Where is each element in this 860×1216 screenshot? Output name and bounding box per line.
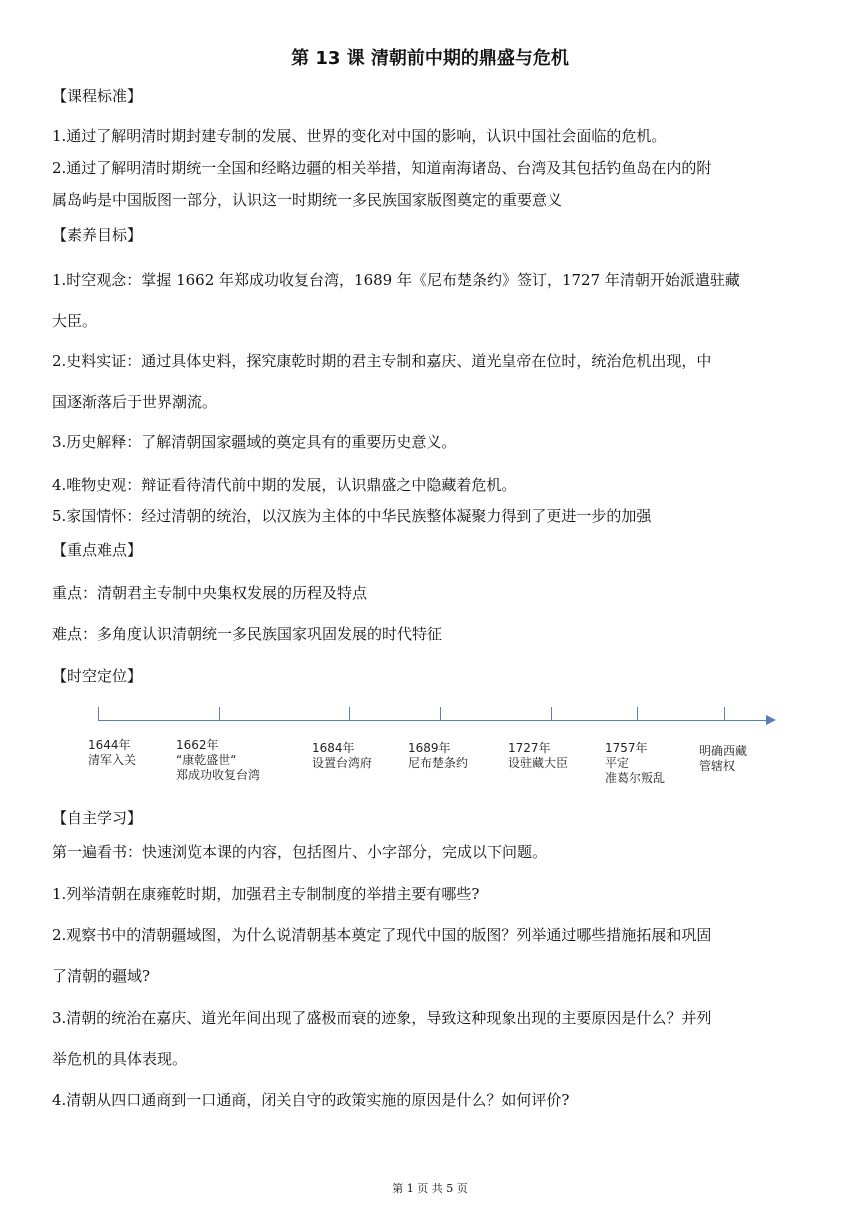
timeline-event: 1689年 尼布楚条约 bbox=[408, 741, 469, 770]
timeline-tick bbox=[349, 707, 350, 721]
section-heading-goals: 【素养目标】 bbox=[52, 226, 143, 244]
question-3-line-1: 3.清朝的统治在嘉庆、道光年间出现了盛极而衰的迹象，导致这种现象出现的主要原因是什么？并列 bbox=[52, 1009, 712, 1027]
timeline-event: 1684年 设置台湾府 bbox=[312, 741, 373, 770]
goals-line-3: 2.史料实证：通过具体史料，探究康乾时期的君主专制和嘉庆、道光皇帝在位时，统治危机出现，中 bbox=[52, 352, 712, 370]
section-heading-key-points: 【重点难点】 bbox=[52, 541, 143, 559]
timeline-tick bbox=[637, 707, 638, 721]
standards-line-3: 属岛屿是中国版图一部分，认识这一时期统一多民族国家版图奠定的重要意义 bbox=[52, 191, 563, 209]
standards-line-1: 1.通过了解明清时期封建专制的发展、世界的变化对中国的影响，认识中国社会面临的危机。 bbox=[52, 127, 667, 145]
question-1: 1.列举清朝在康雍乾时期，加强君主专制制度的举措主要有哪些? bbox=[52, 885, 480, 903]
timeline-event: 1757年 平定 准葛尔叛乱 bbox=[605, 741, 666, 785]
timeline-tick bbox=[724, 707, 725, 721]
section-heading-self-study: 【自主学习】 bbox=[52, 809, 143, 827]
standards-line-2: 2.通过了解明清时期统一全国和经略边疆的相关举措，知道南海诸岛、台湾及其包括钓鱼岛在内的附 bbox=[52, 159, 712, 177]
page-number-footer: 第 1 页 共 5 页 bbox=[392, 1182, 468, 1195]
goals-line-4: 国逐渐落后于世界潮流。 bbox=[52, 393, 218, 411]
timeline-axis bbox=[98, 720, 768, 721]
timeline-event: 1727年 设驻藏大臣 bbox=[508, 741, 569, 770]
question-2-line-2: 了清朝的疆域? bbox=[52, 967, 151, 985]
goals-line-5: 3.历史解释：了解清朝国家疆域的奠定具有的重要历史意义。 bbox=[52, 433, 457, 451]
timeline-tick bbox=[440, 707, 441, 721]
difficulty-line: 难点：多角度认识清朝统一多民族国家巩固发展的时代特征 bbox=[52, 625, 443, 643]
timeline-tick bbox=[551, 707, 552, 721]
timeline-tick bbox=[98, 707, 99, 721]
timeline bbox=[80, 700, 800, 810]
question-3-line-2: 举危机的具体表现。 bbox=[52, 1050, 188, 1068]
section-heading-standards: 【课程标准】 bbox=[52, 87, 143, 105]
goals-line-2: 大臣。 bbox=[52, 312, 98, 330]
timeline-event: 1662年 “康乾盛世“ 郑成功收复台湾 bbox=[176, 738, 261, 782]
question-2-line-1: 2.观察书中的清朝疆域图，为什么说清朝基本奠定了现代中国的版图？列举通过哪些措施拓展和巩固 bbox=[52, 926, 712, 944]
goals-line-6: 4.唯物史观：辩证看待清代前中期的发展，认识鼎盛之中隐藏着危机。 bbox=[52, 476, 517, 494]
timeline-tick bbox=[219, 707, 220, 721]
timeline-event: 明确西藏 管辖权 bbox=[699, 744, 748, 773]
page-title: 第 13 课 清朝前中期的鼎盛与危机 bbox=[291, 48, 569, 69]
self-study-intro: 第一遍看书：快速浏览本课的内容，包括图片、小字部分，完成以下问题。 bbox=[52, 843, 548, 861]
goals-line-7: 5.家国情怀：经过清朝的统治，以汉族为主体的中华民族整体凝聚力得到了更进一步的加强 bbox=[52, 507, 652, 525]
timeline-arrow-icon bbox=[766, 715, 776, 725]
key-point-line: 重点：清朝君主专制中央集权发展的历程及特点 bbox=[52, 584, 368, 602]
goals-line-1: 1.时空观念：掌握 1662 年郑成功收复台湾，1689 年《尼布楚条约》签订，1727 年清朝开始派遣驻藏 bbox=[52, 271, 740, 289]
question-4: 4.清朝从四口通商到一口通商，闭关自守的政策实施的原因是什么？如何评价? bbox=[52, 1091, 570, 1109]
section-heading-timeline: 【时空定位】 bbox=[52, 667, 143, 685]
timeline-event: 1644年 清军入关 bbox=[88, 738, 137, 767]
